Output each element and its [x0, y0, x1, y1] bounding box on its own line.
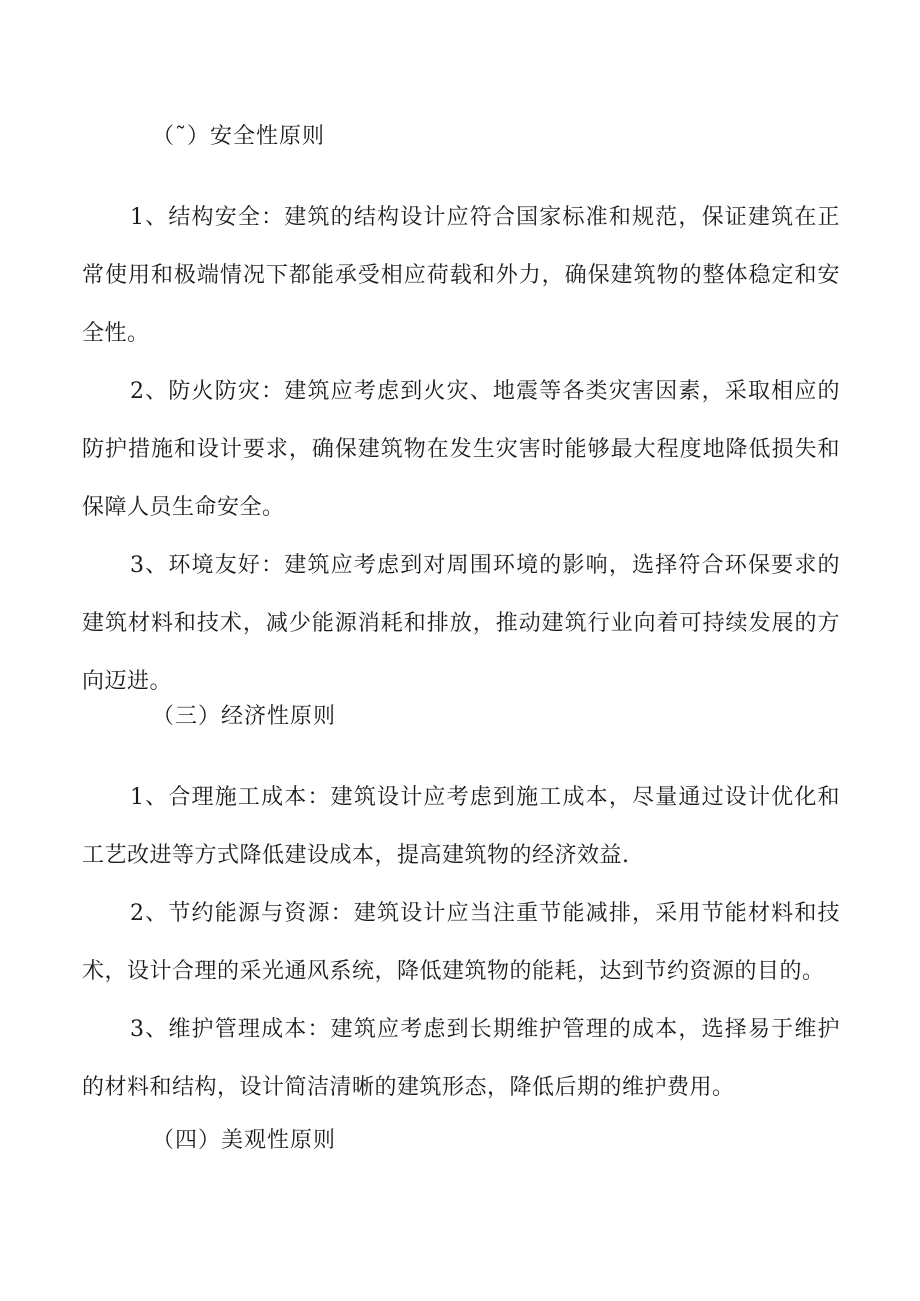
paragraph-fire-disaster-prevention: 2、防火防灾：建筑应考虑到火灾、地震等各类灾害因素，采取相应的防护措施和设计要求，确保建筑物在发生灾害时能够最大程度地降低损失和保障人员生命安全。	[82, 379, 840, 520]
paragraph-energy-resource-saving: 2、节约能源与资源：建筑设计应当注重节能减排，采用节能材料和技术，设计合理的采光通风系统，降低建筑物的能耗，达到节约资源的目的。	[82, 901, 840, 984]
paragraph-maintenance-cost: 3、维护管理成本：建筑应考虑到长期维护管理的成本，选择易于维护的材料和结构，设计简洁清晰的建筑形态，降低后期的维护费用。	[82, 1017, 840, 1100]
paragraph-structural-safety: 1、结构安全：建筑的结构设计应符合国家标准和规范，保证建筑在正常使用和极端情况下都能承受相应荷载和外力，确保建筑物的整体稳定和安全性。	[82, 205, 840, 346]
paragraph-construction-cost: 1、合理施工成本：建筑设计应考虑到施工成本，尽量通过设计优化和工艺改进等方式降低建设成本，提高建筑物的经济效益.	[82, 785, 840, 868]
section-heading-economy: （三）经济性原则	[152, 704, 337, 729]
paragraph-environment-friendly: 3、环境友好：建筑应考虑到对周围环境的影响，选择符合环保要求的建筑材料和技术，减少能源消耗和排放，推动建筑行业向着可持续发展的方向迈进。	[82, 553, 840, 694]
section-heading-aesthetics: （四）美观性原则	[152, 1128, 337, 1153]
section-heading-safety: （˜）安全性原则	[152, 124, 326, 149]
